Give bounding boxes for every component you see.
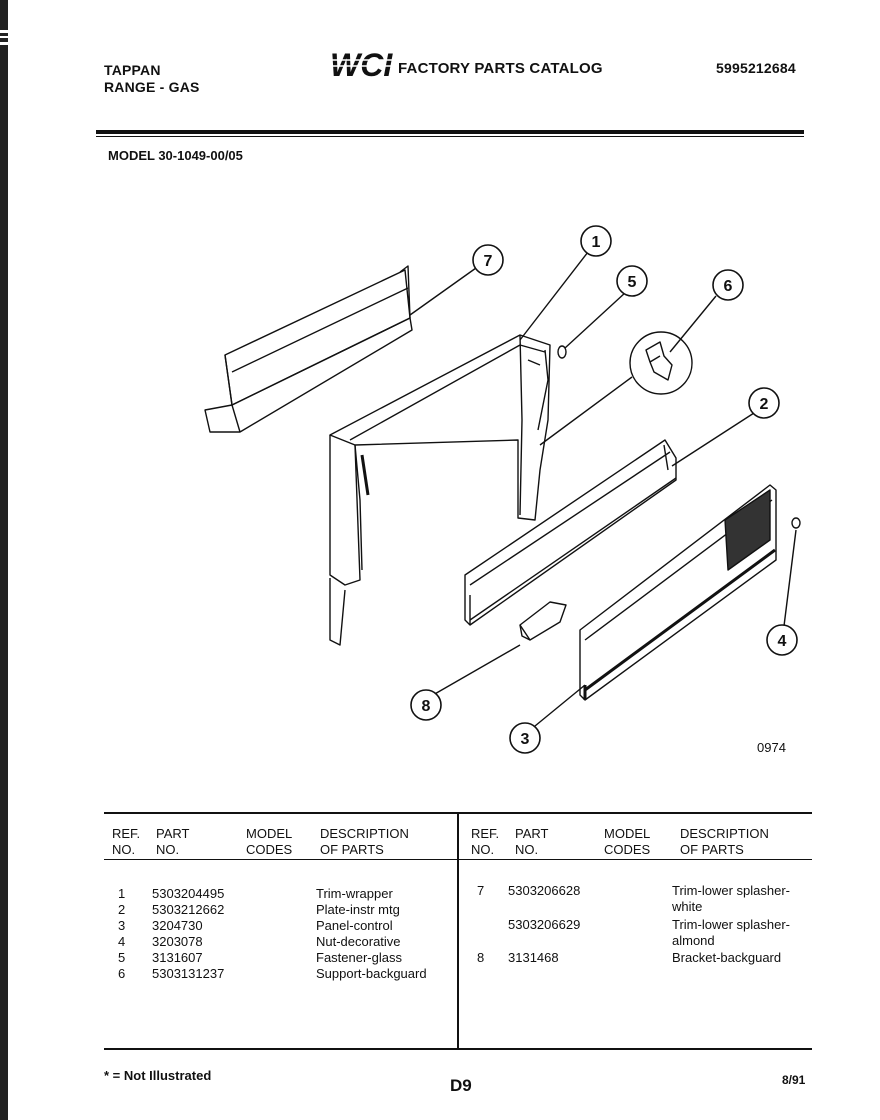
logo-text: WCI [330,48,393,82]
col-ref-header-right: REF. NO. [471,826,500,857]
callout-label-4: 4 [777,633,787,650]
figure-code: 0974 [757,740,786,755]
callout-label-3: 3 [520,731,530,748]
part-6-support-backguard [630,332,692,394]
table-row-ref: 7 [477,883,485,898]
col-part-header: PART NO. [156,826,190,857]
table-row-desc: Trim-wrapper [316,886,393,901]
table-row-desc: Trim-lower splasher- [672,917,790,932]
page-number: D9 [450,1076,472,1095]
table-row-desc: Nut-decorative [316,934,401,949]
table-row-desc-cont: white [672,899,703,914]
callout-label-6: 6 [723,278,733,295]
revision-date: 8/91 [782,1073,806,1087]
callout-label-2: 2 [759,396,769,413]
col-desc-header: DESCRIPTION OF PARTS [320,826,409,857]
table-row-ref: 8 [477,950,485,965]
table-row-desc: Bracket-backguard [672,950,782,965]
table-row-ref: 6 [118,966,126,981]
model-number: MODEL 30-1049-00/05 [108,148,243,163]
part-1-trim-wrapper [330,335,550,645]
table-row-ref: 3 [118,918,126,933]
table-row-part: 5303212662 [152,902,225,917]
part-7-trim-lower-splasher [205,266,412,432]
col-model-header: MODEL CODES [246,826,293,857]
table-row-ref: 2 [118,902,126,917]
table-row-desc-cont: almond [672,933,715,948]
callout-label-8: 8 [421,698,431,715]
col-part-header-right: PART NO. [515,826,549,857]
callout-label-5: 5 [627,274,637,291]
table-row-desc: Support-backguard [316,966,427,981]
left-part-column [152,886,224,982]
table-row-desc: Plate-instr mtg [316,902,400,917]
table-row-part: 3131607 [152,950,203,965]
table-row-part: 5303204495 [152,886,225,901]
table-bottom-rule [104,1048,812,1050]
col-ref-header: REF. NO. [112,826,141,857]
table-row-part: 3131468 [508,950,559,965]
table-row-part: 5303206628 [508,883,581,898]
table-row-ref: 4 [118,934,126,949]
part-8-bracket-backguard [520,602,566,640]
table-row-part: 5303206629 [508,917,581,932]
not-illustrated-note: * = Not Illustrated [104,1068,212,1083]
table-row-desc: Panel-control [316,918,393,933]
catalog-number: 5995212684 [716,60,796,76]
part-5-fastener-glass [558,346,566,358]
col-desc-header-right: DESCRIPTION OF PARTS [680,826,769,857]
left-ref-column [118,886,125,982]
table-row-desc: Fastener-glass [316,950,402,965]
callout-label-1: 1 [591,234,601,251]
callout-label-7: 7 [483,253,493,270]
col-model-header-right: MODEL CODES [604,826,651,857]
table-row-part: 3203078 [152,934,203,949]
table-row-part: 5303131237 [152,966,225,981]
part-4-nut-decorative [792,518,800,528]
table-row-ref: 1 [118,886,126,901]
table-row-ref: 5 [118,950,126,965]
product-type: RANGE - GAS [104,79,200,95]
brand-name: TAPPAN [104,62,161,78]
left-desc-column [316,886,427,982]
table-row-part: 3204730 [152,918,203,933]
table-divider [457,814,459,1050]
table-row-desc: Trim-lower splasher- [672,883,790,898]
catalog-title: FACTORY PARTS CATALOG [398,60,603,77]
